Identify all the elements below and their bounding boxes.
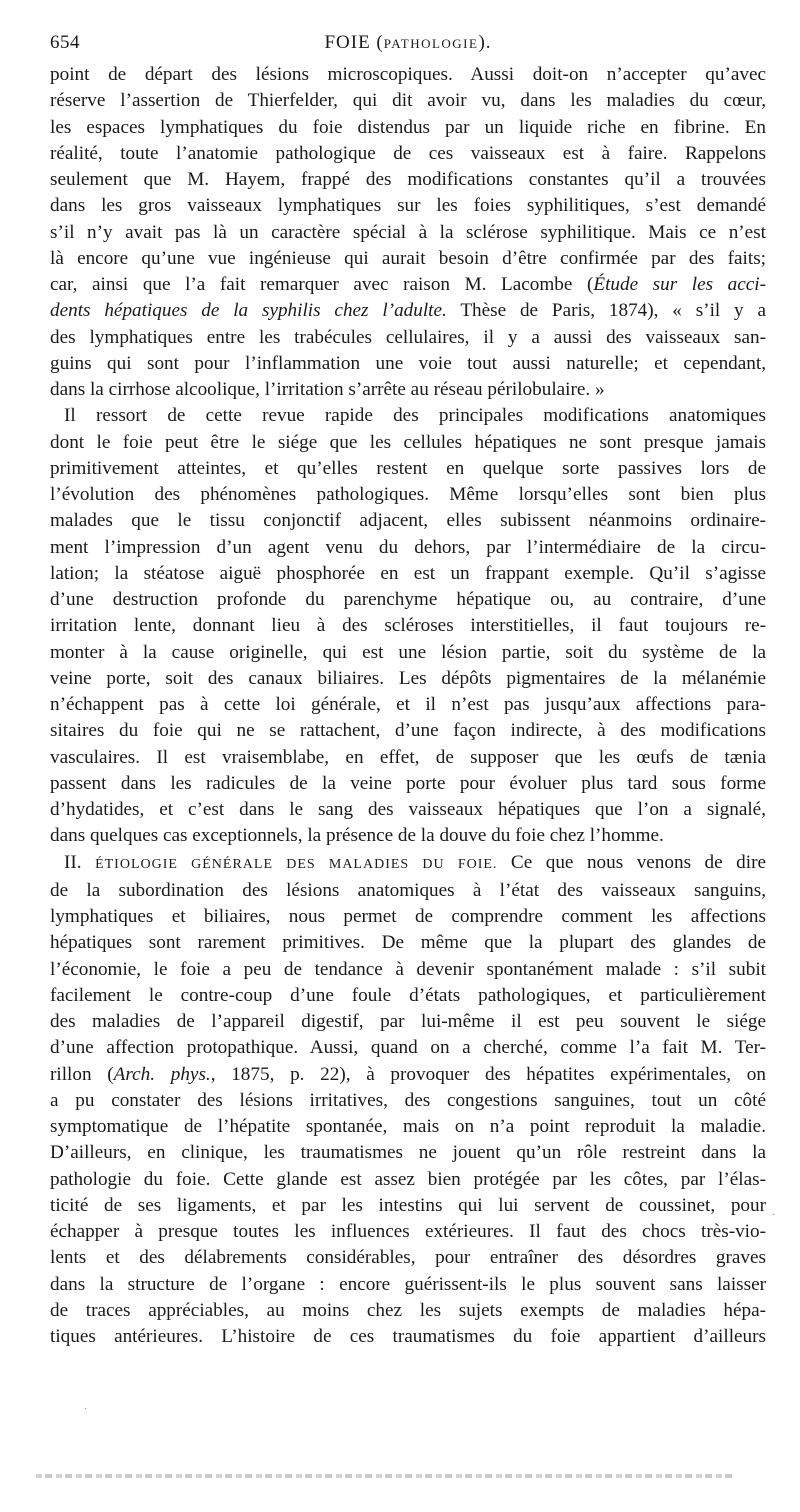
text-line: d’une affection protopathique. Aussi, quand on a cherché, comme l’a fait M. Ter- [50,1037,766,1059]
text-line: les espaces lymphatiques du foie distendus par un liquide riche en fibrine. En [50,116,766,138]
paragraph-3 [50,850,766,1351]
text-line: guins qui sont pour l’inflammation une voie tout aussi naturelle; et cependant, [50,352,766,374]
text-line: hépatiques sont rarement primitives. De même que la plupart des glandes de [50,932,766,954]
section-heading: ÉTIOLOGIE GÉNÉRALE DES MALADIES DU FOIE. [95,856,498,872]
text-line: Il ressort de cette revue rapide des principales modifications anatomiques [64,405,766,427]
text-line: symptomatique de l’hépatite spontanée, mais on n’a point reproduit la maladie. [50,1116,766,1137]
text-line: là encore qu’une vue ingénieuse qui aurait besoin d’être confirmée par des faits; [50,247,766,269]
running-title-main: FOIE ( [324,32,384,53]
margin-dot: · [772,1210,776,1221]
text-line: pathologie du foie. Cette glande est assez bien protégée par les côtes, par l’élas- [50,1168,766,1190]
running-title-sub: PATHOLOGIE [383,36,479,51]
paragraph-1 [50,62,766,403]
stray-dot: · [84,1404,88,1415]
text-line: primitivement atteintes, et qu’elles restent en quelque sorte passives lors de [50,457,766,479]
text-line: réalité, toute l’anatomie pathologique de ces vaisseaux est à faire. Rappelons [50,142,766,164]
running-header [50,30,766,56]
citation-title: Étude sur les acci- [593,274,766,295]
text-line [50,272,766,298]
text-run: car, ainsi que l’a fait remarquer avec raison M. Lacombe ( [50,274,594,295]
running-title-close: ). [478,32,492,53]
text-line: de traces appréciables, au moins chez les sujets exempts de maladies hépa- [50,1299,766,1321]
text-line: de la subordination des lésions anatomiques à l’état des vaisseaux sanguins, [50,879,766,901]
text-line: d’une destruction profonde du parenchyme hépatique ou, au contraire, d’une [50,589,766,610]
text-line: dans quelques cas exceptionnels, la présence de la douve du foie chez l’homme. [50,825,664,847]
text-line: tiques antérieures. L’histoire de ces traumatismes du foie appartient d’ailleurs [50,1326,766,1347]
text-line: ticité de ses ligaments, et par les intestins qui lui servent de coussinet, pour [50,1194,766,1216]
text-line: passent dans les radicules de la veine porte pour évoluer plus tard sous forme [50,772,766,794]
text-line: l’évolution des phénomènes pathologiques. Même lorsqu’elles sont bien plus [50,484,766,505]
text-line: dans la cirrhose alcoolique, l’irritation s’arrête au réseau périlobulaire. » [50,379,605,400]
page-number: 654 [50,32,80,53]
text-line: D’ailleurs, en clinique, les traumatismes ne jouent qu’un rôle restreint dans la [50,1142,766,1164]
text-line [50,850,766,878]
text-run: Ce que nous venons de dire [497,851,766,873]
text-line: point de départ des lésions microscopiques. Aussi doit-on n’accepter qu’avec [50,64,766,85]
text-run: Thèse de Paris, 1874), « s’il y a [446,300,766,322]
text-line: lymphatiques et biliaires, nous permet de comprendre comment les affections [50,906,766,927]
text-line [50,298,766,324]
text-line: dans la structure de l’organe : encore guérissent-ils le plus souvent sans laisser [50,1273,766,1295]
text-line: des lymphatiques entre les trabécules cellulaires, il y a aussi des vaisseaux san- [50,326,766,348]
text-line: lation; la stéatose aiguë phosphorée en est un frappant exemple. Qu’il s’agisse [50,562,766,584]
text-line: des maladies de l’appareil digestif, par lui-même il est peu souvent le siége [50,1011,766,1032]
section-number: II. [64,851,96,873]
bleed-through-line [36,1474,736,1478]
text-line: dans les gros vaisseaux lymphatiques sur les foies syphilitiques, s’est demandé [50,195,766,217]
text-line: dont le foie peut être le siége que les cellules hépatiques ne sont presque jamais [50,431,766,453]
citation-title: Arch. phys. [113,1063,211,1085]
text-line: d’hydatides, et c’est dans le sang des vaisseaux hépatiques que l’on a signalé, [50,799,766,820]
citation-title: dents hépatiques de la syphilis chez l’adulte. [50,300,447,322]
body-text [50,62,766,1350]
paragraph-2 [50,403,766,849]
text-line: l’économie, le foie a peu de tendance à devenir spontanément malade : s’il subit [50,958,766,980]
text-line: sitaires du foie qui ne se rattachent, d’une façon indirecte, à des modifications [50,720,766,742]
text-line: réserve l’assertion de Thierfelder, qui dit avoir vu, dans les maladies du cœur, [50,90,766,112]
text-run: , 1875, p. 22), à provoquer des hépatites expérimentales, on [210,1063,766,1085]
text-line: échapper à presque toutes les influences extérieures. Il faut des chocs très-vio- [50,1221,766,1242]
text-line: n’échappent pas à cette loi générale, et il n’est pas jusqu’aux affections para- [50,694,766,715]
text-line: facilement le contre-coup d’une foule d’états pathologiques, et particulièrement [50,984,766,1006]
text-line: a pu constater des lésions irritatives, des congestions sanguines, tout un côté [50,1089,766,1111]
text-line: ment l’impression d’un agent venu du dehors, par l’intermédiaire de la circu- [50,536,766,558]
text-line: seulement que M. Hayem, frappé des modifications constantes qu’il a trouvées [50,169,766,190]
text-line: malades que le tissu conjonctif adjacent, elles subissent néanmoins ordinaire- [50,510,766,532]
text-line: veine porte, soit des canaux biliaires. Les dépôts pigmentaires de la mélanémie [50,667,766,689]
text-line [50,1062,766,1088]
text-line: lents et des délabrements considérables, pour entraîner des désordres graves [50,1247,766,1269]
text-line: vasculaires. Il est vraisemblabe, en effet, de supposer que les œufs de tænia [50,746,766,768]
text-line: s’il n’y avait pas là un caractère spécial à la sclérose syphilitique. Mais ce n’est [50,221,766,243]
text-run: rillon ( [50,1063,114,1085]
text-line: monter à la cause originelle, qui est une lésion partie, soit du système de la [50,641,766,663]
text-line: irritation lente, donnant lieu à des scléroses interstitielles, il faut toujours re- [50,615,766,637]
running-title [50,30,766,57]
